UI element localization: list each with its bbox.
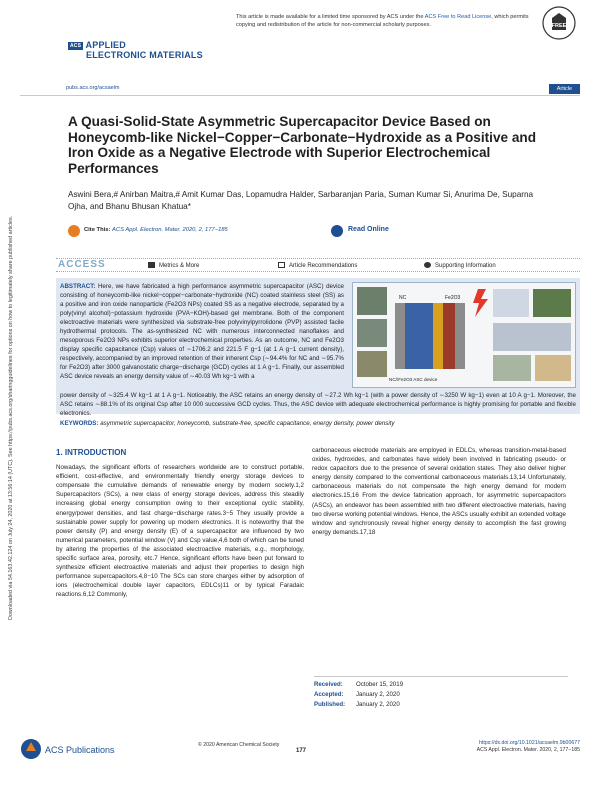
date-label: Accepted: (314, 691, 344, 698)
recommendations-label: Article Recommendations (289, 263, 358, 269)
abstract-box (56, 278, 580, 417)
license-note-text-end: , which permits copying and redistribution of the article for non-commercial scholarly purposes. (236, 14, 529, 28)
toc-graphic (352, 282, 576, 388)
acs-publications-logo (20, 736, 132, 762)
date-value: October 15, 2019 (356, 681, 404, 688)
publisher-name: ACS Publications (45, 745, 115, 755)
date-received (314, 680, 568, 690)
access-bar (56, 258, 580, 272)
download-side-note (4, 200, 34, 620)
license-note-text: This article is made available for a limited time sponsored by ACS under the (236, 14, 425, 20)
journal-logo (68, 40, 203, 60)
journal-header-bar (20, 84, 580, 96)
copyright-text: © 2020 American Chemical Society (198, 742, 280, 748)
intro-right-column (312, 446, 566, 537)
page-footer (20, 736, 580, 766)
keywords (60, 420, 580, 427)
cite-bar (68, 225, 568, 239)
date-label: Published: (314, 701, 346, 708)
journal-url-link[interactable]: pubs.acs.org/acsaelm (66, 85, 120, 91)
metrics-link[interactable] (148, 262, 199, 269)
free-badge-icon (542, 6, 576, 40)
info-icon (424, 262, 431, 268)
abstract-label: ABSTRACT: (60, 283, 96, 290)
toc-label-nc: NC (399, 295, 407, 301)
date-value: January 2, 2020 (356, 701, 400, 708)
access-label: ACCESS (58, 259, 106, 270)
supporting-info-label: Supporting Information (435, 263, 496, 269)
license-note (236, 14, 536, 29)
read-online-link[interactable]: Read Online (348, 226, 389, 233)
free-badge-label: FREE (551, 23, 567, 29)
cite-reference-link[interactable]: ACS Appl. Electron. Mater. 2020, 2, 177−185 (112, 227, 228, 233)
download-note-text: Downloaded via 54.163.42.124 on July 24, 2020 at 13:56:14 (UTC). See https://pubs.acs.org/sharingguidelines for options on how to legitimately share published articles. (8, 215, 14, 620)
date-label: Received: (314, 681, 343, 688)
journal-name-line1: APPLIED (85, 40, 126, 50)
supporting-info-link[interactable] (424, 262, 496, 269)
journal-acs-mark: ACS (70, 43, 82, 49)
article-type-badge: Article (549, 84, 580, 94)
intro-left-column (56, 446, 304, 600)
date-value: January 2, 2020 (356, 691, 400, 698)
abstract-text (60, 282, 344, 381)
intro-paragraph-right: carbonaceous electrode materials are employed in EDLCs, whereas transition-metal-based oxides, hydroxides, and carbonates have widely been involved in fabricating pseudo- or redox capacitors due to the presence of several oxidation states. They also deliver higher energy density compared to the conventional carbonaceous materials.13,14 Unfortunately, carbonaceous materials do not compensate the high energy demand for modern electronics.15,16 From the device fabrication approach, for asymmetric supercapacitors (ASCs), an endeavor has been assembled with two different electroactive materials, having two diverse working potential windows. Hence, the ASCs usually exhibit an extended voltage window and synchronously reveal higher energy density to accomplish the fast growing energy demands.17,18 (312, 447, 566, 536)
author-list: Aswini Bera,# Anirban Maitra,# Amit Kumar Das, Lopamudra Halder, Sarbaranjan Paria, Suman Kumar Si, Anurima De, Suparna Ojha, and Bhanu Bhusan Khatua* (68, 190, 534, 211)
footer-doi (477, 740, 580, 754)
article-dates (314, 676, 568, 710)
document-icon (278, 262, 285, 268)
date-published (314, 700, 568, 710)
footer-citation: ACS Appl. Electron. Mater. 2020, 2, 177−185 (476, 747, 580, 753)
page-number: 177 (296, 748, 307, 754)
cite-label: Cite This: (84, 227, 111, 233)
doi-link[interactable]: https://dx.doi.org/10.1021/acsaelm.9b00677 (479, 740, 580, 746)
recommendations-link[interactable] (278, 262, 357, 269)
metrics-label: Metrics & More (159, 263, 200, 269)
bar-chart-icon (148, 262, 155, 268)
section-heading-introduction: 1. INTRODUCTION (56, 448, 127, 457)
intro-paragraph-left: Nowadays, the significant efforts of researchers worldwide are to construct portable, efficient, cost-effective, and environmentally friendly energy storage devices to compensate the cumulative demands of renewable energy by modern society.1,2 Supercapacitors (SCs), a new class of energy storage devices, address this steadily increasing global energy consumption owing to their exceptional cyclic stability, energy/power densities, and fast charge−discharge rates.3−5 They usually provide a sustainable power supply for powering up modern electronics. It is noteworthy that the power density (P) and energy density (E) of a supercapacitor are influenced by two numerical parameters, potential window (V) and Csp value,4,6 both of which can be tuned by altering the properties of the associated electroactive materials, e.g., morphology, specific surface area, porosity, etc.7 Hence, significant efforts have been put forward to synthesize efficient electroactive materials and adjust their properties to design high performance supercapacitors.4,8−10 The SCs can store charges either by adsorption of ions (electrochemical double layer capacitors, EDLCs)11 or by typical Faradaic reactions.6,12 Commonly, (56, 464, 304, 599)
abstract-tail: power density of ∼325.4 W kg−1 at 1 A g−1. Noticeably, the ASC retains an energy density of ∼27.2 Wh kg−1 (with a power density of ∼3250 W kg−1) even at 10 A g−1. Moreover, the ASC retains ∼88.1% of its original Csp after 10 000 successive GCD cycles. Thus, the ASC device with adequate electrochemical performance is highly promising for portable and flexible electronics. (60, 392, 576, 417)
abstract-body: Here, we have fabricated a high performance asymmetric supercapacitor (ASC) device consisting of honeycomb-like nickel−copper−carbonate−hydroxide (NC) coated stainless steel (SS) as a positive and iron oxide nanoparticle (Fe2O3 NPs) coated SS as a negative electrode, separated by a poly(vinyl alcohol)−potassium hydroxide (PVA−KOH)-based gel membrane. Both of the component electroactive materials were synthesized via substrate-free polyvinylpyrrolidone (PVP) assisted facile hydrothermal protocols. The as-synthesized NC with numerous interconnected nanoflakes and mesoporous Fe2O3 NPs exhibits superior electrochemical properties. As an outcome, NC and Fe2O3 display specific capacitance (Csp) values of ∼1706.2 and 221.5 F g−1 (at 1 A g−1 current density), respectively, accompanied by an improved retention of their inherent Csp (∼94.4% for NC and ∼95.7% for Fe2O3) after 3000 galvanostatic charge−discharge (GCD) cycles at 1 A g−1. Finally, our assembled ASC device reveals an energy density value of ∼40.03 Wh kg−1 with a (60, 283, 344, 380)
cite-icon[interactable] (68, 225, 80, 237)
date-accepted (314, 690, 568, 700)
cite-text (84, 227, 228, 233)
article-title: A Quasi-Solid-State Asymmetric Supercapacitor Device Based on Honeycomb-like Nickel−Copper−Carbonate−Hydroxide as a Positive and Iron Oxide as a Negative Electrode with Superior Electrochemical Performances (68, 114, 537, 176)
read-online-icon[interactable] (331, 225, 343, 237)
toc-label-fe2o3: Fe2O3 (445, 295, 461, 301)
keywords-list: asymmetric supercapacitor, honeycomb, substrate-free, specific capacitance, energy density, power density (100, 420, 395, 427)
license-link[interactable]: ACS Free to Read License (424, 14, 492, 20)
journal-name-line2: ELECTRONIC MATERIALS (86, 50, 203, 60)
toc-label-device: NC//Fe2O3 ASC device (389, 377, 438, 382)
keywords-label: KEYWORDS: (60, 420, 99, 427)
